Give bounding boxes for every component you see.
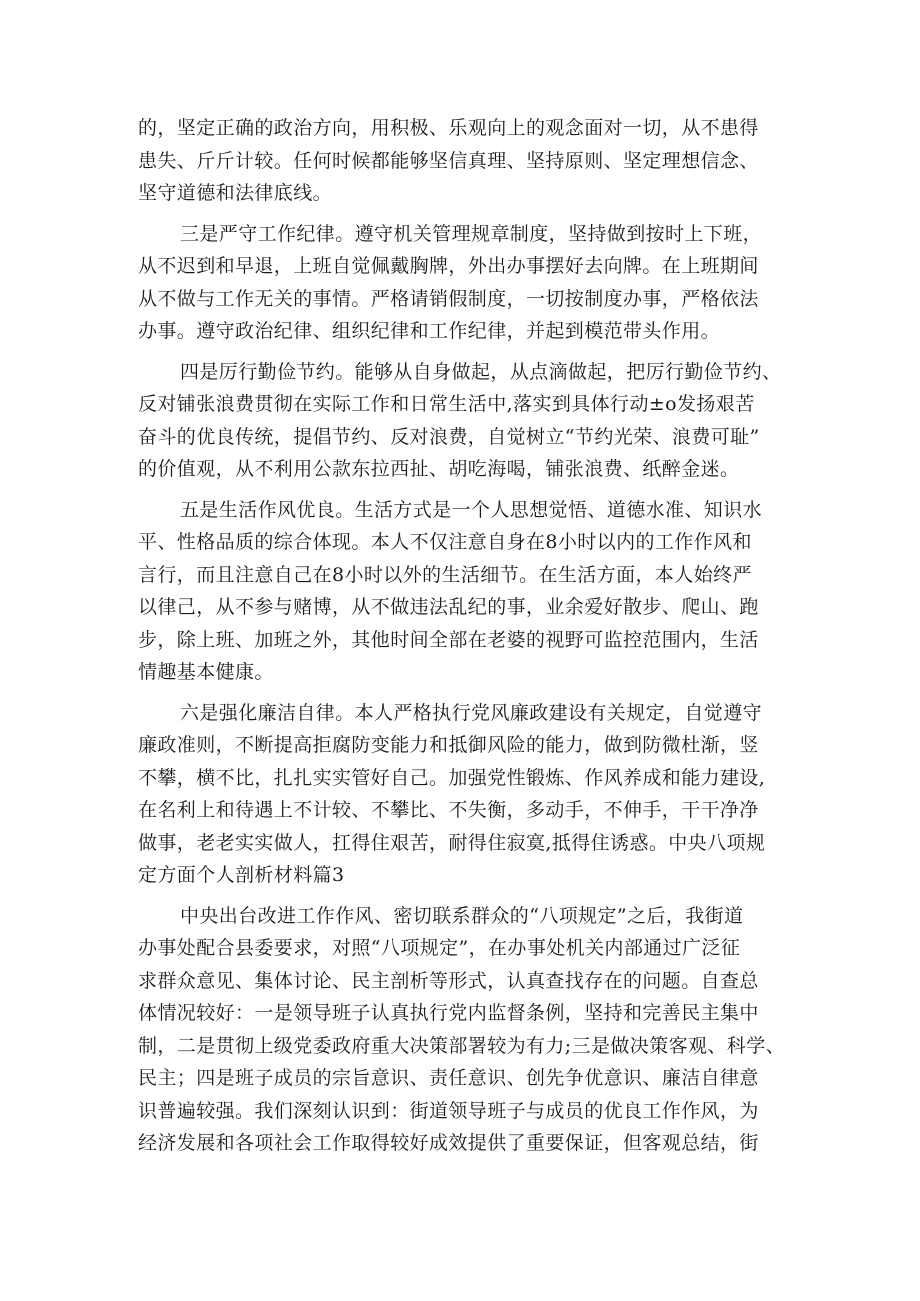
text-line: 坚守道德和法律底线。 — [138, 182, 333, 204]
text-line: 制，二是贯彻上级党委政府重大决策部署较为有力;三是做决策客观、科学、 — [138, 1034, 786, 1057]
text-line: 四是厉行勤俭节约。能够从自身做起，从点滴做起，把厉行勤俭节约、 — [180, 360, 782, 383]
text-line: 廉政准则，不断提高拒腐防变能力和抵御风险的能力，做到防微杜渐，竖 — [138, 734, 759, 756]
paragraph-integrity — [138, 697, 798, 892]
text-line: 定方面个人剖析材料篇3 — [138, 864, 345, 886]
paragraph-lifestyle — [138, 494, 798, 689]
paragraph-work-discipline — [138, 218, 798, 348]
text-line: 做事，老老实实做人，扛得住艰苦，耐得住寂寞,抵得住诱惑。中央八项规 — [138, 831, 766, 854]
text-line: 的价值观，从不利用公款东拉西扯、胡吃海喝，铺张浪费、纸醉金迷。 — [138, 458, 740, 480]
text-line: 平、性格品质的综合体现。本人不仅注意自身在8小时以内的工作作风和 — [138, 531, 752, 553]
text-line: 求群众意见、集体讨论、民主剖析等形式，认真查找存在的问题。自查总 — [138, 969, 759, 992]
text-line: 反对铺张浪费贯彻在实际工作和日常生活中,落实到具体行动±o发扬艰苦 — [138, 393, 755, 415]
text-line: 以律己，从不参与赌博，从不做违法乱纪的事，业余爱好散步、爬山、跑 — [138, 596, 759, 618]
text-line: 办事处配合县委要求，对照“八项规定”，在办事处机关内部通过广泛征 — [138, 937, 741, 959]
text-line: 言行，而且注意自己在8小时以外的生活细节。在生活方面，本人始终严 — [138, 563, 752, 586]
text-line: 办事。遵守政治纪律、组织纪律和工作纪律，并起到模范带头作用。 — [138, 320, 721, 342]
text-line: 从不迟到和早退，上班自觉佩戴胸牌，外出办事摆好去向牌。在上班期间 — [138, 255, 759, 277]
text-line: 不攀，横不比，扎扎实实管好自己。加强党性锻炼、作风养成和能力建设, — [138, 766, 766, 789]
document-page — [138, 112, 798, 1168]
text-line: 中央出台改进工作作风、密切联系群众的“八项规定”之后，我街道 — [180, 904, 744, 927]
text-line: 步，除上班、加班之外，其他时间全部在老婆的视野可监控范围内，生活 — [138, 628, 759, 651]
paragraph-eight-rules — [138, 900, 798, 1160]
text-line: 情趣基本健康。 — [138, 661, 274, 683]
text-line: 识普遍较强。我们深刻认识到：街道领导班子与成员的优良工作作风，为 — [138, 1099, 759, 1122]
text-line: 的，坚定正确的政治方向，用积极、乐观向上的观念面对一切，从不患得 — [138, 117, 759, 139]
text-line: 奋斗的优良传统，提倡节约、反对浪费，自觉树立“节约光荣、浪费可耻” — [138, 425, 760, 448]
paragraph-continuation — [138, 112, 798, 210]
text-line: 从不做与工作无关的事情。严格请销假制度，一切按制度办事，严格依法 — [138, 287, 759, 310]
text-line: 民主；四是班子成员的宗旨意识、责任意识、创先争优意识、廉洁自律意 — [138, 1067, 759, 1089]
text-line: 经济发展和各项社会工作取得较好成效提供了重要保证，但客观总结，街 — [138, 1132, 759, 1154]
text-line: 患失、斤斤计较。任何时候都能够坚信真理、坚持原则、坚定理想信念、 — [138, 149, 759, 172]
text-line: 三是严守工作纪律。遵守机关管理规章制度，坚持做到按时上下班， — [180, 222, 763, 245]
text-line: 六是强化廉洁自律。本人严格执行党风廉政建设有关规定，自觉遵守 — [180, 701, 763, 724]
text-line: 在名利上和待遇上不计较、不攀比、不失衡，多动手，不伸手，干干净净 — [138, 799, 759, 821]
text-line: 五是生活作风优良。生活方式是一个人思想觉悟、道德水准、知识水 — [180, 498, 763, 521]
text-line: 体情况较好：一是领导班子认真执行党内监督条例，坚持和完善民主集中 — [138, 1002, 759, 1024]
paragraph-frugality — [138, 356, 798, 486]
